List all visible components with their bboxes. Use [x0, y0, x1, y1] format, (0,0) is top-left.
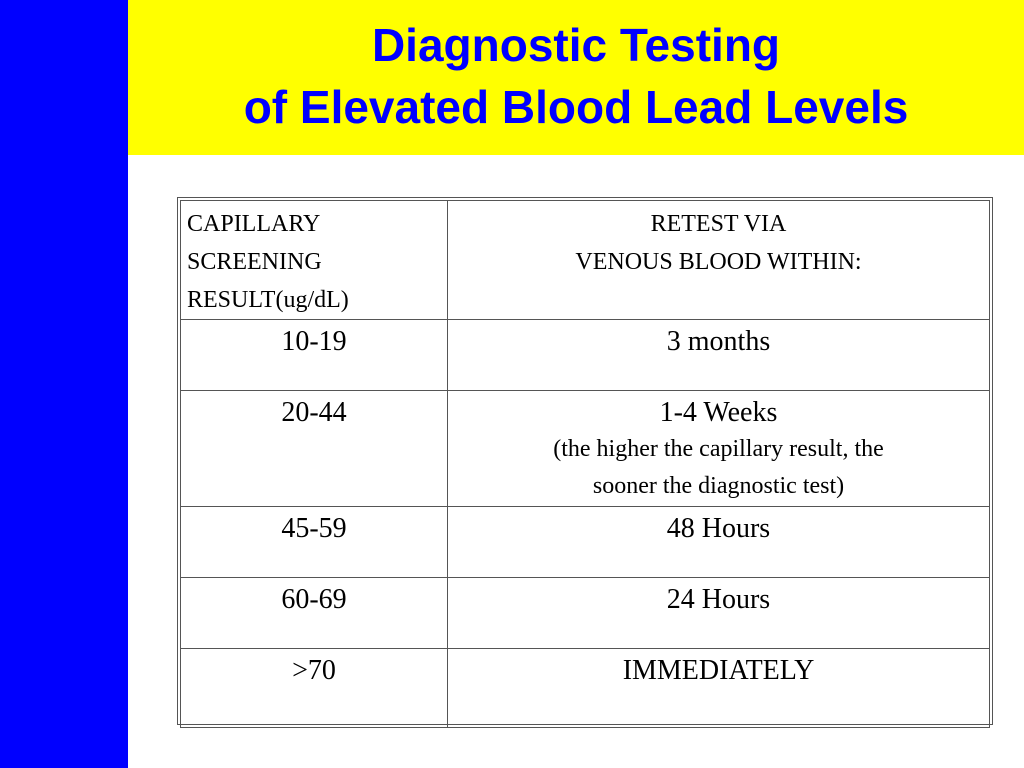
slide-title: [128, 14, 1024, 138]
header-left-line-1: CAPILLARY: [187, 211, 321, 237]
retest-note-line-1: (the higher the capillary result, the: [553, 436, 884, 462]
table-row: [181, 320, 990, 391]
title-line-1: Diagnostic Testing: [371, 19, 781, 71]
header-right-line-2: VENOUS BLOOD WITHIN:: [575, 249, 862, 275]
table-row: [181, 578, 990, 649]
header-left-line-3: RESULT(ug/dL): [187, 287, 349, 313]
retest-cell: 24 Hours: [448, 578, 990, 649]
header-left-line-2: SCREENING: [187, 249, 322, 275]
table-row: [181, 649, 990, 728]
table-header-row: [181, 201, 990, 320]
left-accent-bar: [0, 0, 128, 768]
retest-cell: IMMEDIATELY: [448, 649, 990, 728]
header-right-line-1: RETEST VIA: [650, 211, 787, 237]
retest-table: [180, 200, 990, 728]
retest-cell: [448, 391, 990, 507]
range-cell: 45-59: [181, 507, 448, 578]
retest-value: 1-4 Weeks: [659, 397, 778, 428]
header-retest-window: [448, 201, 990, 320]
table-row: [181, 391, 990, 507]
retest-note-line-2: sooner the diagnostic test): [592, 473, 845, 499]
header-capillary-result: [181, 201, 448, 320]
range-cell: >70: [181, 649, 448, 728]
retest-cell: 48 Hours: [448, 507, 990, 578]
range-cell: 10-19: [181, 320, 448, 391]
range-cell: 60-69: [181, 578, 448, 649]
table-frame: [177, 197, 993, 725]
range-cell: 20-44: [181, 391, 448, 507]
table-row: [181, 507, 990, 578]
title-line-2: of Elevated Blood Lead Levels: [243, 81, 909, 133]
retest-cell: 3 months: [448, 320, 990, 391]
